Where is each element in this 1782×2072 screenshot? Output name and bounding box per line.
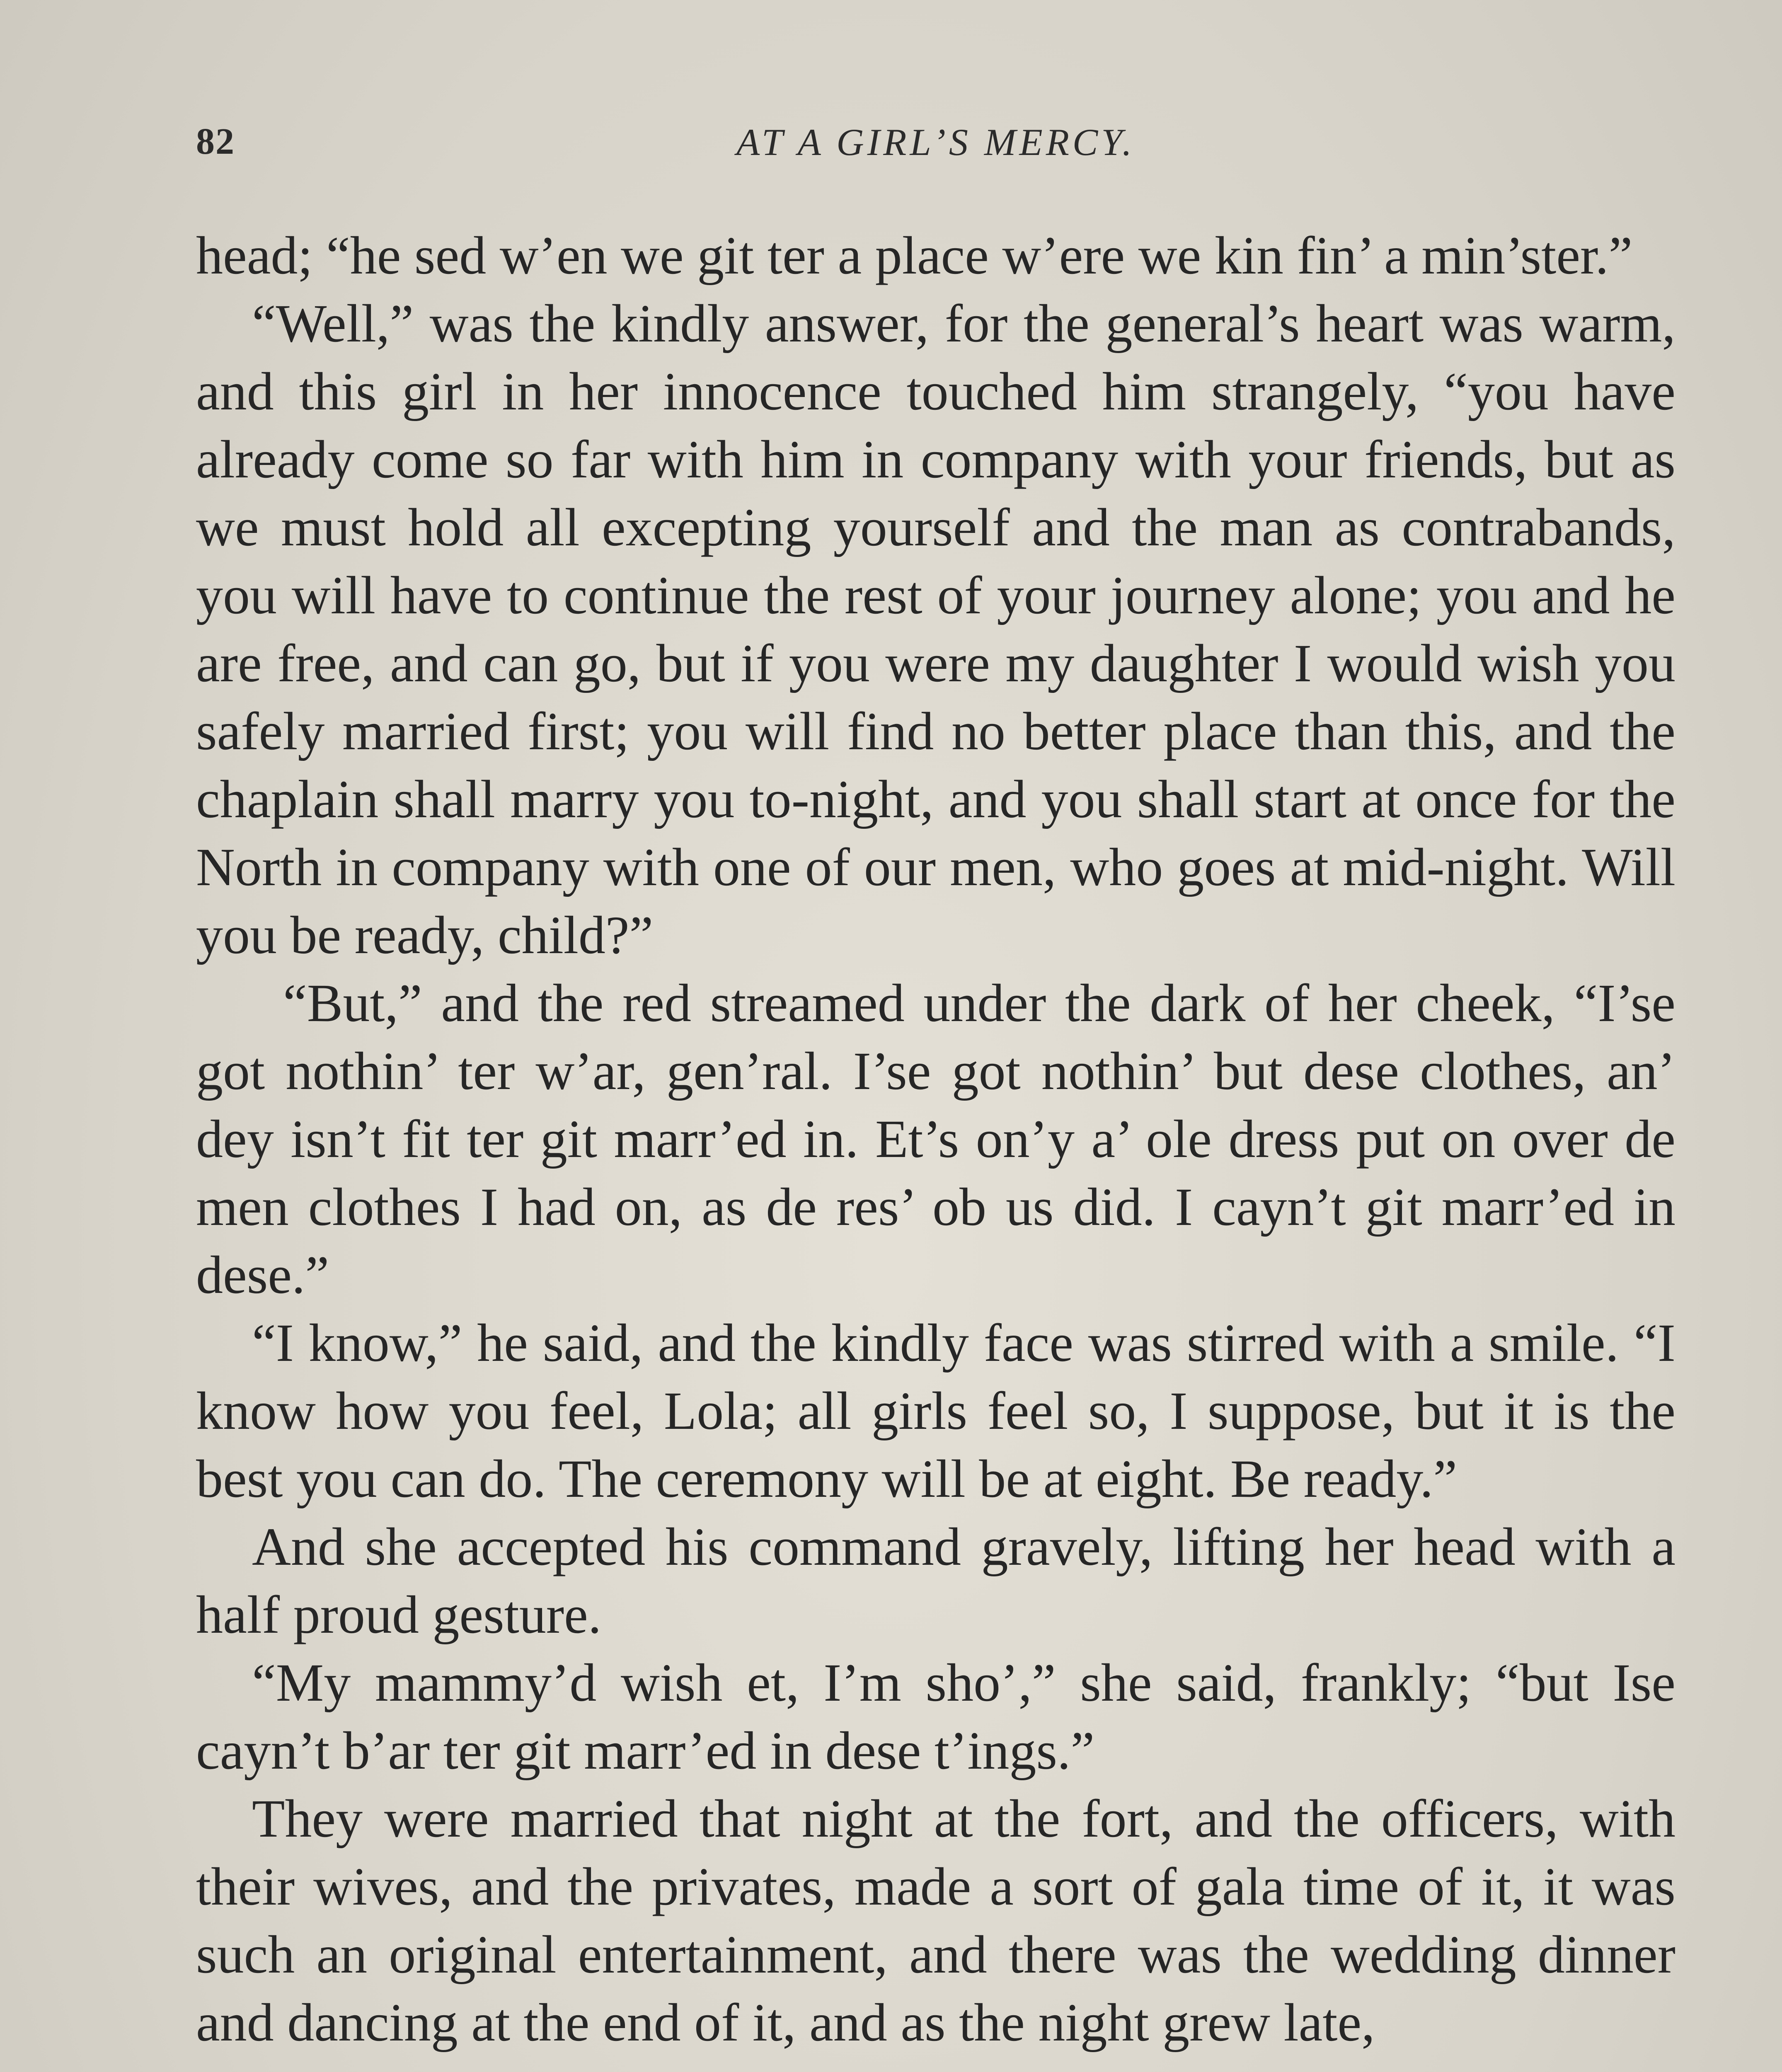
paragraph-general-answer: “Well,” was the kindly answer, for the general’s heart was warm, and this girl in her innocence touched him strangely, “you have already come so far with him in company with your friends, but as we must hold all excepting yourself and the man as contrabands, you will have to continue the rest of your journey alone; you and he are free, and can go, but if you were my daughter I would wish you safely married first; you will find no better place than this, and the chaplain shall marry you to-night, and you shall start at once for the North in company with one of our men, who goes at mid-night. Will you be ready, child?”	[196, 294, 1675, 965]
page-body	[196, 222, 1675, 2057]
paragraph-accepted-command: And she accepted his command gravely, lifting her head with a half proud gesture.	[196, 1517, 1675, 1645]
paragraph-general-smile: “I know,” he said, and the kindly face was stirred with a smile. “I know how you feel, Lola; all girls feel so, I suppose, but it is the best you can do. The ceremony will be at eight. Be ready.”	[196, 1313, 1675, 1509]
page-number: 82	[196, 121, 235, 162]
paragraph-continued: head; “he sed w’en we git ter a place w’ere we kin fin’ a min’ster.”	[196, 226, 1633, 286]
paragraph-lola-reply: “But,” and the red streamed under the dark of her cheek, “I’se got nothin’ ter w’ar, gen’ral. I’se got nothin’ but dese clothes, an’ dey isn’t fit ter git marr’ed in. Et’s on’y a’ ole dress put on over de men clothes I had on, as de res’ ob us did. I cayn’t git marr’ed in dese.”	[196, 973, 1675, 1305]
paragraph-married: They were married that night at the fort, and the officers, with their wives, and the privates, made a sort of gala time of it, it was such an original entertainment, and there was the wedding dinner and dancing at the end of it, and as the night grew late,	[196, 1789, 1675, 2053]
paragraph-mammy: “My mammy’d wish et, I’m sho’,” she said, frankly; “but Ise cayn’t b’ar ter git marr’ed in dese t’ings.”	[196, 1653, 1675, 1781]
page-header	[196, 120, 1675, 182]
running-title: AT A GIRL’S MERCY.	[736, 121, 1135, 163]
